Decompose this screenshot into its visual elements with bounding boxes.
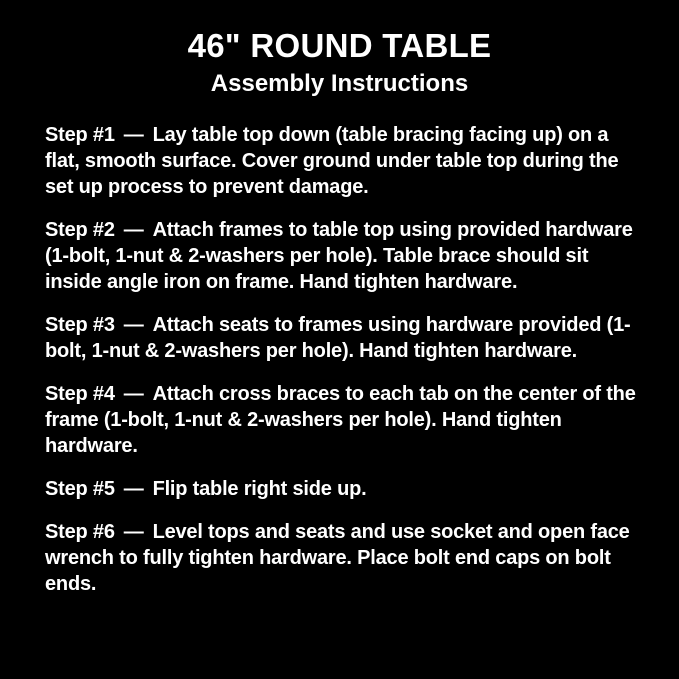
- step-label: Step #1: [45, 124, 115, 146]
- step-text: Attach frames to table top using provided hardware (1-bolt, 1-nut & 2-washers per hole). Table brace should sit inside angle iron on frame. Hand tighten hardware.: [45, 219, 633, 293]
- step-item-5: [45, 476, 645, 502]
- step-separator: —: [123, 521, 144, 543]
- step-separator: —: [123, 124, 144, 146]
- step-text: Lay table top down (table bracing facing up) on a flat, smooth surface. Cover ground under table top during the set up process to prevent damage.: [45, 124, 619, 198]
- step-label: Step #5: [45, 478, 115, 500]
- header: [0, 0, 679, 99]
- step-text: Level tops and seats and use socket and open face wrench to fully tighten hardware. Place bolt end caps on bolt ends.: [45, 521, 630, 595]
- step-item-2: [45, 217, 645, 295]
- step-item-1: [45, 122, 645, 200]
- page-subtitle: Assembly Instructions: [210, 70, 469, 97]
- step-text: Attach seats to frames using hardware provided (1-bolt, 1-nut & 2-washers per hole). Hand tighten hardware.: [45, 314, 631, 362]
- step-item-6: [45, 519, 645, 597]
- step-label: Step #3: [45, 314, 115, 336]
- step-label: Step #2: [45, 219, 115, 241]
- step-separator: —: [123, 478, 144, 500]
- step-separator: —: [123, 219, 144, 241]
- page-title: 46" ROUND TABLE: [187, 27, 492, 64]
- step-label: Step #4: [45, 383, 115, 405]
- step-item-4: [45, 381, 645, 459]
- step-text: Flip table right side up.: [152, 478, 367, 500]
- step-item-3: [45, 312, 645, 364]
- step-separator: —: [123, 314, 144, 336]
- step-label: Step #6: [45, 521, 115, 543]
- steps-list: [0, 99, 679, 597]
- step-text: Attach cross braces to each tab on the center of the frame (1-bolt, 1-nut & 2-washers per hole). Hand tighten hardware.: [45, 383, 636, 457]
- step-separator: —: [123, 383, 144, 405]
